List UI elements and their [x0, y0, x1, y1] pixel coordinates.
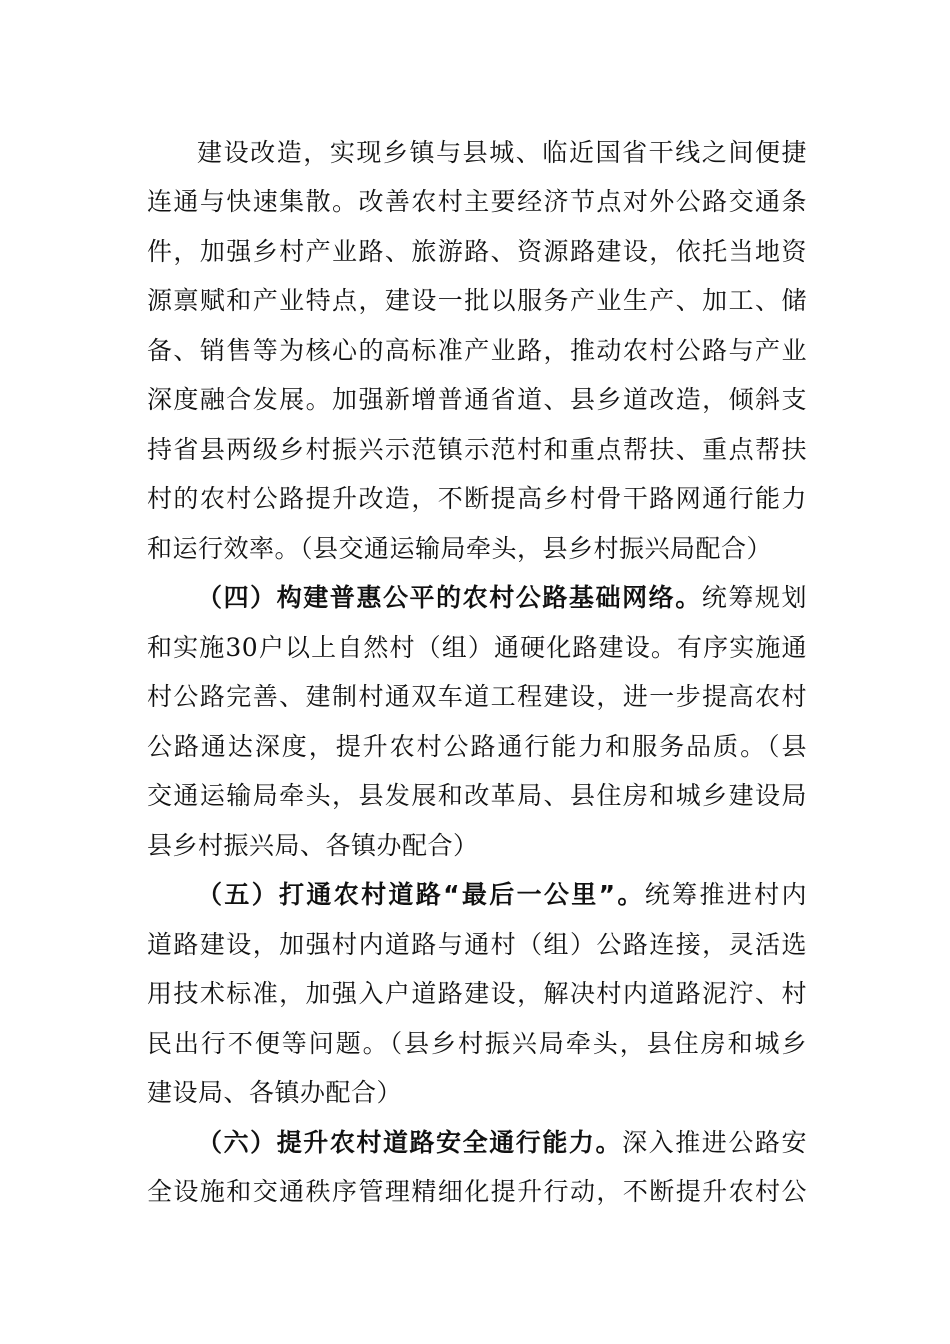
line-text: 道路建设，加强村内道路与通村（组）公路连接，灵活选 — [147, 930, 807, 959]
paragraph-line — [147, 430, 807, 470]
line-text: 村公路完善、建制村通双车道工程建设，进一步提高农村 — [147, 682, 807, 711]
paragraph-line — [147, 380, 807, 420]
line-text: 用技术标准，加强入户道路建设，解决村内道路泥泞、村 — [147, 979, 807, 1008]
paragraph-line — [147, 529, 807, 569]
line-text: 统筹推进村内 — [644, 880, 807, 909]
section-heading: （五）打通农村道路“最后一公里”。 — [197, 880, 645, 909]
line-text: 交通运输局牵头，县发展和改革局、县住房和城乡建设局 — [147, 781, 807, 810]
line-text: 深入推进公路安 — [622, 1128, 807, 1157]
paragraph-line — [147, 925, 807, 965]
line-text: 源禀赋和产业特点，建设一批以服务产业生产、加工、储 — [147, 286, 807, 315]
paragraph-line — [197, 1123, 807, 1163]
line-text: 全设施和交通秩序管理精细化提升行动，不断提升农村公 — [147, 1177, 807, 1206]
line-text: 县乡村振兴局、各镇办配合） — [147, 831, 479, 860]
paragraph-line — [147, 1073, 807, 1113]
line-text: 和运行效率。（县交通运输局牵头，县乡村振兴局配合） — [147, 534, 773, 563]
line-text: 持省县两级乡村振兴示范镇示范村和重点帮扶、重点帮扶 — [147, 435, 807, 464]
line-text: 民出行不便等问题。（县乡村振兴局牵头，县住房和城乡 — [147, 1029, 807, 1058]
paragraph-line — [147, 1172, 807, 1212]
line-text: 建设局、各镇办配合） — [147, 1078, 403, 1107]
line-text: 件，加强乡村产业路、旅游路、资源路建设，依托当地资 — [147, 237, 807, 266]
section-heading: （六）提升农村道路安全通行能力。 — [197, 1128, 623, 1157]
line-text: 备、销售等为核心的高标准产业路，推动农村公路与产业 — [147, 336, 807, 365]
paragraph-line — [147, 182, 807, 222]
line-text: 和实施30户以上自然村（组）通硬化路建设。有序实施通 — [147, 633, 807, 662]
paragraph-line — [197, 133, 807, 173]
section-heading: （四）构建普惠公平的农村公路基础网络。 — [197, 583, 702, 612]
paragraph-line — [197, 875, 807, 915]
line-text: 公路通达深度，提升农村公路通行能力和服务品质。（县 — [147, 732, 807, 761]
paragraph-line — [147, 232, 807, 272]
paragraph-line — [147, 331, 807, 371]
line-text: 连通与快速集散。改善农村主要经济节点对外公路交通条 — [147, 187, 807, 216]
paragraph-line — [147, 1024, 807, 1064]
line-text: 村的农村公路提升改造，不断提高乡村骨干路网通行能力 — [147, 484, 807, 513]
paragraph-line — [197, 578, 807, 618]
paragraph-line — [147, 974, 807, 1014]
line-text: 统筹规划 — [701, 583, 807, 612]
line-text: 深度融合发展。加强新增普通省道、县乡道改造，倾斜支 — [147, 385, 807, 414]
paragraph-line — [147, 677, 807, 717]
line-text: 建设改造，实现乡镇与县城、临近国省干线之间便捷 — [197, 138, 807, 167]
paragraph-line — [147, 826, 807, 866]
paragraph-line — [147, 776, 807, 816]
paragraph-line — [147, 727, 807, 767]
paragraph-line — [147, 628, 807, 668]
paragraph-line — [147, 479, 807, 519]
paragraph-line — [147, 281, 807, 321]
